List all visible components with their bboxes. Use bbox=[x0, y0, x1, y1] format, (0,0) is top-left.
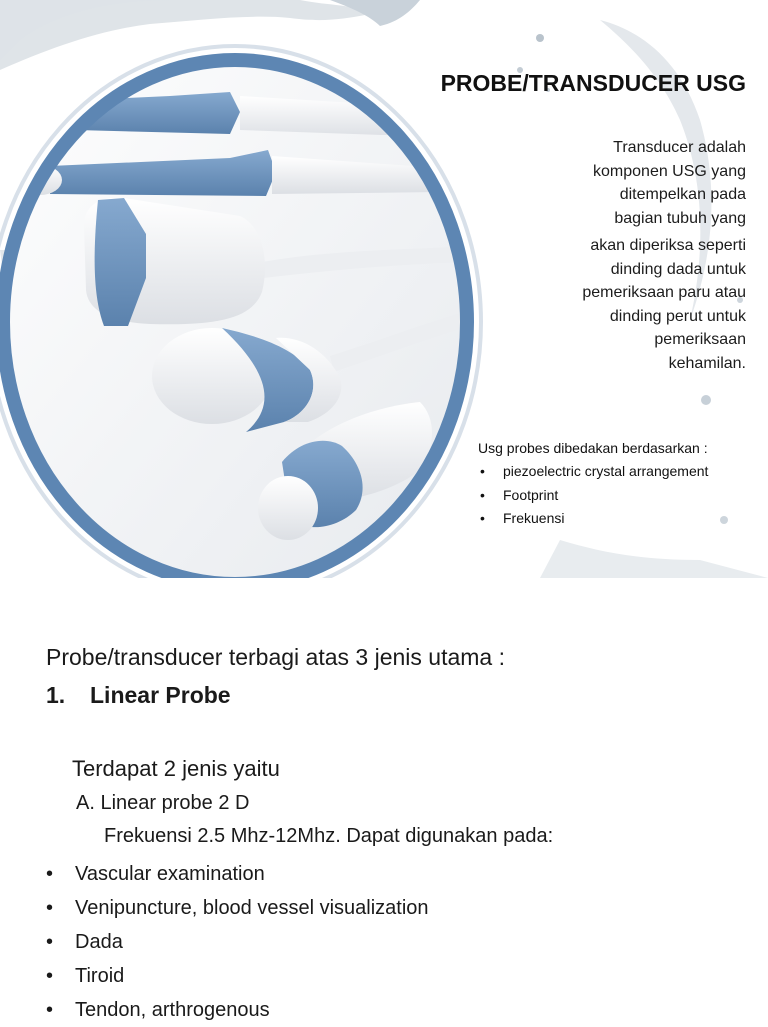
list-item bbox=[46, 925, 429, 959]
bullet-icon: • bbox=[480, 510, 485, 526]
list-item-text: Tiroid bbox=[75, 965, 125, 987]
description-line: Transducer adalah bbox=[613, 139, 746, 156]
list-item-text: Tendon, arthrogenous bbox=[75, 999, 270, 1021]
list-item bbox=[478, 460, 768, 484]
description-line: komponen USG yang bbox=[593, 162, 746, 180]
heading-number: 1. bbox=[46, 682, 66, 708]
list-item-text: Vascular examination bbox=[75, 863, 265, 885]
description-line: kehamilan. bbox=[668, 354, 746, 372]
frequency-text: Frekuensi 2.5 Mhz-12Mhz. Dapat digunakan pada: bbox=[104, 825, 554, 847]
types-subheading: Terdapat 2 jenis yaitu bbox=[72, 756, 280, 781]
description-line: dinding dada untuk bbox=[610, 260, 746, 278]
list-item bbox=[46, 891, 429, 925]
bullet-icon: • bbox=[46, 897, 54, 919]
probes-heading: Usg probes dibedakan berdasarkan : bbox=[478, 440, 708, 456]
bullet-icon: • bbox=[46, 965, 54, 987]
transducer-description bbox=[520, 136, 746, 375]
bullet-icon: • bbox=[480, 486, 485, 503]
probe-types-intro: Probe/transducer terbagi atas 3 jenis utama : bbox=[46, 644, 505, 670]
list-item bbox=[46, 857, 429, 891]
list-item bbox=[478, 507, 768, 531]
bullet-icon: • bbox=[46, 863, 54, 885]
list-item-text: Dada bbox=[75, 931, 123, 953]
description-line: dinding perut untuk bbox=[609, 307, 746, 325]
bullet-icon: • bbox=[46, 931, 54, 953]
probe-classification bbox=[478, 438, 768, 531]
slide-linear-probe bbox=[0, 578, 768, 1024]
description-line: ditempelkan pada bbox=[619, 186, 746, 203]
list-item-text: Frekuensi bbox=[503, 510, 565, 526]
bullet-icon: • bbox=[480, 463, 485, 479]
list-item bbox=[46, 993, 429, 1027]
description-line: akan diperiksa seperti bbox=[590, 237, 746, 254]
list-item-text: Footprint bbox=[503, 486, 559, 503]
list-item-text: piezoelectric crystal arrangement bbox=[503, 463, 709, 479]
list-item bbox=[478, 484, 768, 508]
slide-title: PROBE/TRANSDUCER USG bbox=[440, 70, 746, 96]
list-item bbox=[46, 959, 429, 993]
linear-probe-2d: A. Linear probe 2 D bbox=[76, 792, 250, 814]
description-line: pemeriksaan bbox=[654, 331, 746, 348]
linear-probe-heading bbox=[46, 682, 231, 709]
bullet-icon: • bbox=[46, 999, 54, 1021]
list-item-text: Venipuncture, blood vessel visualization bbox=[75, 897, 429, 919]
description-line: pemeriksaan paru atau bbox=[582, 284, 746, 301]
heading-text: Linear Probe bbox=[90, 682, 231, 708]
description-line: bagian tubuh yang bbox=[614, 209, 746, 227]
probes-list bbox=[478, 460, 768, 531]
uses-list bbox=[46, 857, 429, 1027]
